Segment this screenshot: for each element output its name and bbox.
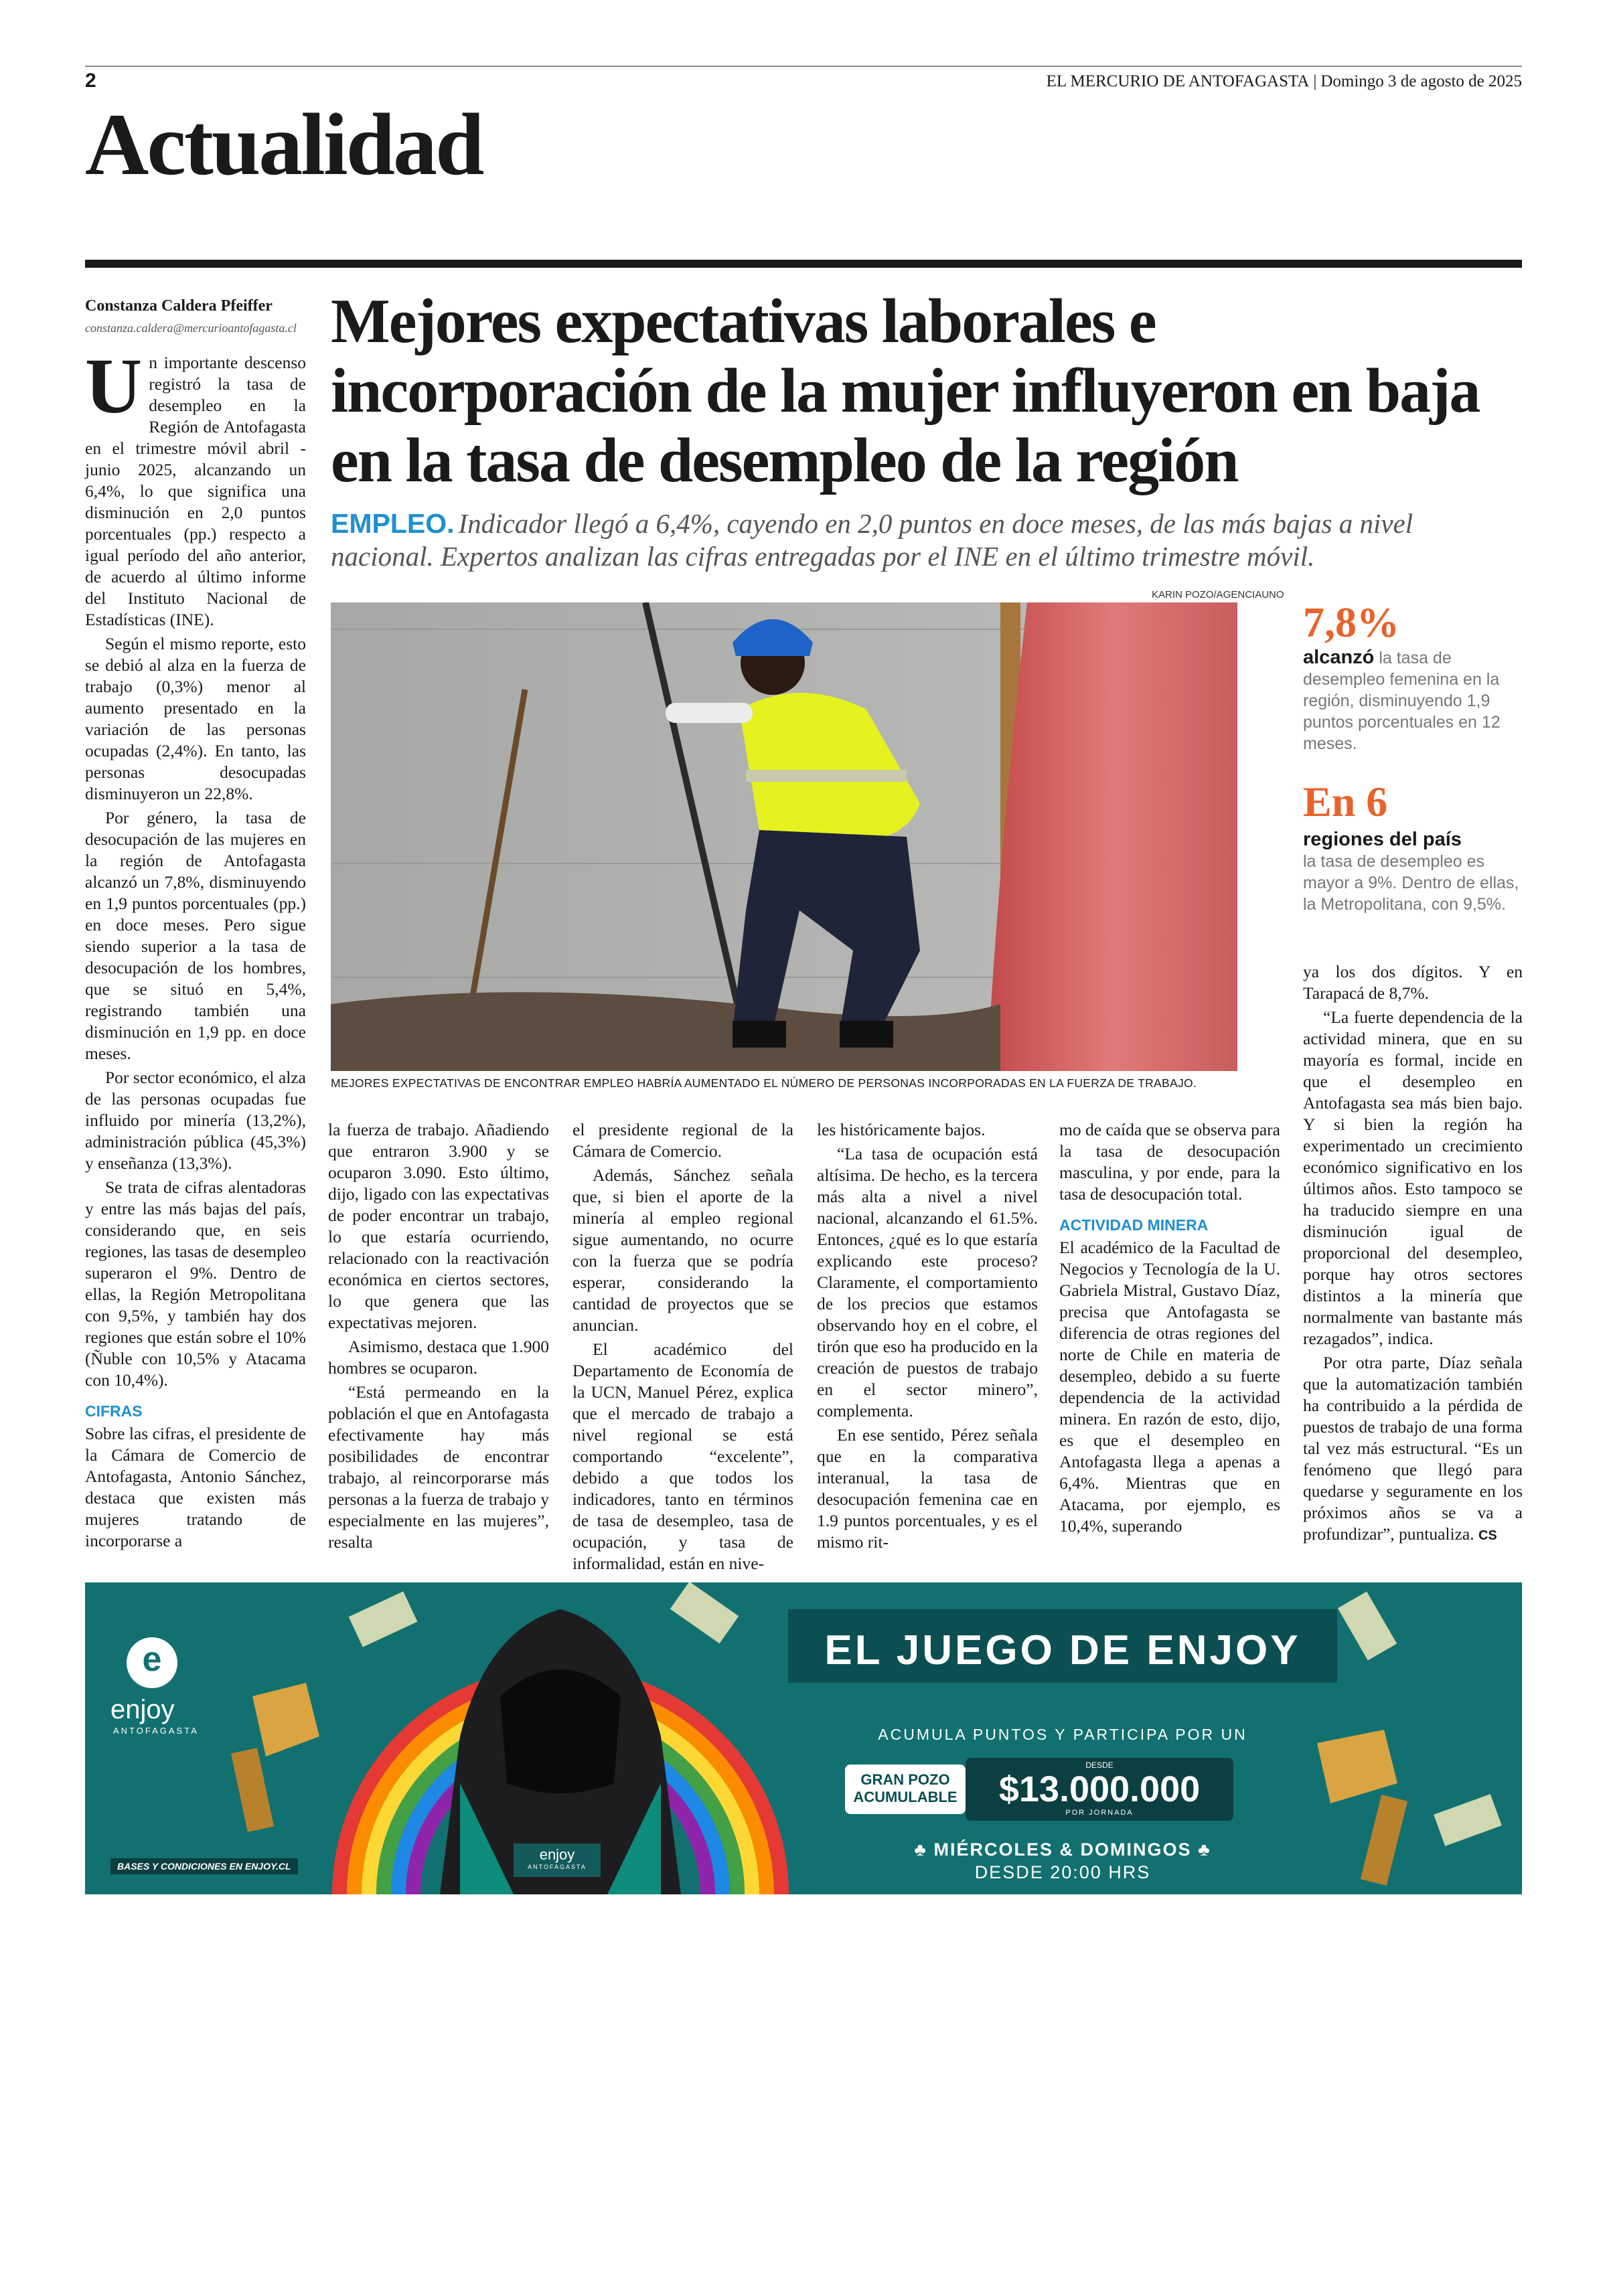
stat-body: [1303, 647, 1524, 754]
stat-box-1: [1303, 598, 1524, 754]
body-column-5: [1059, 1119, 1280, 1540]
issue-date: Domingo 3 de agosto de 2025: [1320, 72, 1522, 90]
enjoy-logo-icon: e: [142, 1640, 162, 1679]
section-title: Actualidad: [85, 95, 483, 193]
ad-por-jornada: POR JORNADA: [1065, 1809, 1134, 1817]
subhead-actividad-minera: ACTIVIDAD MINERA: [1059, 1216, 1209, 1234]
paragraph: El académico del Departamento de Economía de la UCN, Manuel Pérez, explica que el mercado de trabajo a nivel regional se está comportando “excelente”, debido a que todos los indicadores, tanto en términos de tasa de desempleo, tasa de ocupación, y tasa de informalidad, están en nive-: [572, 1339, 793, 1573]
photo-caption: MEJORES EXPECTATIVAS DE ENCONTRAR EMPLEO HABRÍA AUMENTADO EL NÚMERO DE PERSONAS INCORPORADAS EN LA FUERZA DE TRABAJO.: [331, 1076, 1197, 1090]
body-column-1: [85, 342, 306, 1554]
paragraph: [1303, 1352, 1523, 1546]
ad-title: EL JUEGO DE ENJOY: [824, 1627, 1301, 1673]
deck: [331, 507, 1523, 573]
paragraph: Se trata de cifras alentadoras y entre las más bajas del país, considerando que, en seis regiones, las tasas de desempleo superaron el 9%. Dentro de ellas, la Región Metropolitana con 9,5%, y también hay dos regiones que están sobre el 10% (Ñuble con 10,5% y Atacama con 10,4%).: [85, 1177, 306, 1390]
body-column-3: [572, 1119, 793, 1577]
paragraph: Asimismo, destaca que 1.900 hombres se ocuparon.: [328, 1337, 549, 1378]
paragraph: mo de caída que se observa para la tasa de desocupación masculina, y por ende, para la tasa de desocupación total.: [1059, 1120, 1280, 1204]
stat-description: la tasa de desempleo femenina en la región, disminuyendo 1,9 puntos porcentuales en 12 meses.: [1303, 649, 1501, 753]
paragraph: Además, Sánchez señala que, si bien el aporte de la minería al empleo regional sigue aumentando, no ocurre con la fuerza que se podría esperar, considerando la cantidad de proyectos que se anuncian.: [572, 1165, 793, 1335]
paragraph: El académico de la Facultad de Negocios y Tecnología de la U. Gabriela Mistral, Gustavo Díaz, precisa que Antofagasta se diferencia de otras regiones del norte de Chile en materia de desempleo, debido a su fuerte dependencia de la actividad minera. En razón de esto, dijo, es que el desempleo en Antofagasta llega a apenas a 6,4%. Mientras que en Atacama, por ejemplo, es 10,4%, superando: [1059, 1238, 1280, 1536]
paragraph: Por sector económico, el alza de las personas ocupadas fue influido por minería (13,2%), administración pública (45,3%) y enseñanza (13,3%).: [85, 1068, 306, 1173]
stat-box-2: [1303, 778, 1524, 915]
stat-label: regiones del país: [1303, 829, 1462, 850]
kicker: EMPLEO.: [331, 508, 455, 539]
page-number: 2: [85, 70, 96, 92]
author-name: Constanza Caldera Pfeiffer: [85, 297, 273, 315]
lead-text: n importante descenso registró la tasa de desempleo en la Región de Antofagasta en el trimestre móvil abril - junio 2025, alcanzando un 6,4%, lo que significa una disminución en 2,0 puntos porcentuales (pp.) respecto a igual período del año anterior, de acuerdo al último informe del Instituto Nacional de Estadísticas (INE).: [85, 353, 306, 629]
ad-desde: DESDE: [1085, 1760, 1114, 1770]
ad-brand: enjoy: [110, 1695, 175, 1724]
paragraph: ya los dos dígitos. Y en Tarapacá de 8,7%.: [1303, 962, 1523, 1003]
newspaper-name: EL MERCURIO DE ANTOFAGASTA: [1046, 72, 1310, 90]
body-column-6: [1303, 961, 1523, 1549]
worker-digging-illustration: [331, 602, 1237, 1071]
paragraph: En ese sentido, Pérez señala que en la comparativa interanual, la tasa de desocupación femenina cae en 1.9 puntos porcentuales, y es el mismo rit-: [817, 1425, 1038, 1552]
paragraph: el presidente regional de la Cámara de Comercio.: [572, 1120, 793, 1161]
paragraph: la fuerza de trabajo. Añadiendo que entraron 3.900 y se ocuparon 3.090. Esto último, dijo, ligado con las expectativas de poder encontrar un trabajo, lo que estaría ocurriendo, relacionado con la reactivación económica en ciertos sectores, lo que genera que las expectativas mejoren.: [328, 1120, 549, 1332]
paragraph: “La tasa de ocupación está altísima. De hecho, es la tercera más alta a nivel a nivel nacional, alcanzando el 61.5%. Entonces, ¿qué es lo que estaría explicando este proceso? Claramente, el comportamiento de los precios que estamos observando hoy en el cobre, el tirón que eso ha producido en la creación de puestos de trabajo en el sector minero”, complementa.: [817, 1144, 1038, 1420]
paragraph: les históricamente bajos.: [817, 1120, 986, 1139]
ad-brand-sub: ANTOFAGASTA: [113, 1726, 199, 1736]
stat-value: 7,8%: [1303, 598, 1399, 646]
deck-text: Indicador llegó a 6,4%, cayendo en 2,0 puntos en doce meses, de las más bajas a nivel nacional. Expertos analizan las cifras entregadas por el INE en el último trimestre móvil.: [331, 508, 1413, 572]
ad-terms-link[interactable]: BASES Y CONDICIONES EN ENJOY.CL: [110, 1858, 298, 1874]
ad-days: [788, 1839, 1337, 1860]
stat-value: En 6: [1303, 778, 1388, 825]
end-mark: CS: [1478, 1528, 1497, 1543]
body-column-2: [328, 1119, 549, 1556]
enjoy-advertisement[interactable]: [85, 1582, 1522, 1894]
club-icon: ♣: [914, 1839, 934, 1860]
stat-label: alcanzó: [1303, 647, 1375, 668]
author-email[interactable]: constanza.caldera@mercurioantofagasta.cl: [85, 321, 297, 335]
masthead: [1047, 72, 1522, 91]
body-column-4: [817, 1119, 1038, 1556]
masthead-separator: |: [1313, 72, 1317, 90]
closing-text: Por otra parte, Díaz señala que la automatización también ha contribuido a la pérdida de puestos de trabajo de una forma tal vez más estructural. “Es un fenómeno que llegó para quedarse y seguramente en los próximos años se va a profundizar”, puntualiza.: [1303, 1353, 1523, 1544]
paragraph: “Está permeando en la población el que en Antofagasta efectivamente hay más posibilidades de encontrar trabajo, al reincorporarse más personas a la fuerza de trabajo y especialmente en las mujeres”, resalta: [328, 1382, 549, 1552]
ad-pozo-label: GRAN POZO ACUMULABLE: [853, 1771, 958, 1805]
paragraph: Según el mismo reporte, esto se debió al alza en la fuerza de trabajo (0,3%) menor al aumento presentado en la variación de las personas ocupadas (2,4%). En tanto, las personas desocupadas disminuyeron un 22,8%.: [85, 634, 306, 803]
lead-paragraph: [85, 342, 306, 631]
photo-credit: KARIN POZO/AGENCIAUNO: [1152, 589, 1284, 600]
subhead-cifras: CIFRAS: [85, 1402, 143, 1420]
drop-cap: U: [85, 342, 143, 430]
header-rule: [85, 66, 1522, 67]
jacket-logo-sub: ANTOFAGASTA: [528, 1864, 587, 1870]
stat-description: la tasa de desempleo es mayor a 9%. Dentro de ellas, la Metropolitana, con 9,5%.: [1303, 852, 1519, 914]
paragraph: “La fuerte dependencia de la actividad minera, que en su mayoría es formal, incide en que el desempleo en Antofagasta sea más bien bajo. Y si bien la región ha experimentado un crecimiento económico significativo en los últimos años. Esto tampoco se ha traducido siempre en una disminución igual de proporcional del desempleo, porque hay otros sectores distintos a la minería que normalmente van bastante más rezagados”, indica.: [1303, 1007, 1523, 1348]
club-icon: ♣: [1191, 1839, 1211, 1860]
jacket-logo: enjoy: [539, 1846, 575, 1863]
ad-subtitle: ACUMULA PUNTOS Y PARTICIPA POR UN: [878, 1726, 1247, 1743]
ad-amount: $13.000.000: [998, 1769, 1201, 1809]
headline: Mejores expectativas laborales e incorporación de la mujer influyeron en baja en la tasa de desempleo de la región: [331, 286, 1480, 495]
paragraph: Sobre las cifras, el presidente de la Cámara de Comercio de Antofagasta, Antonio Sánchez, destaca que existen más mujeres tratando de incorporarse a: [85, 1424, 306, 1550]
paragraph: Por género, la tasa de desocupación de las mujeres en la región de Antofagasta alcanzó un 7,8%, disminuyendo en 1,9 puntos porcentuales (pp.) en doce meses. Pero sigue siendo superior a la tasa de desocupación de los hombres, que se situó en 5,4%, registrando también una disminución en 1,9 pp. en doce meses.: [85, 808, 306, 1063]
ad-days-text: MIÉRCOLES & DOMINGOS: [933, 1839, 1192, 1860]
article-photo: [331, 602, 1237, 1071]
ad-hours: DESDE 20:00 HRS: [974, 1862, 1151, 1882]
section-rule: [85, 260, 1522, 268]
